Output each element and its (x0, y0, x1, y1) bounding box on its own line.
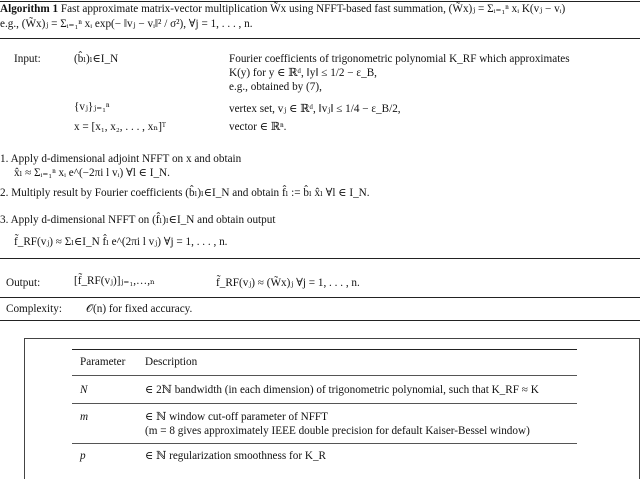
input-desc-coefficients-3: e.g., obtained by (7), (229, 81, 322, 93)
param-row-m-name: m (80, 411, 89, 423)
output-label: Output: (6, 277, 41, 289)
input-symbol-coefficients: (b̂ₗ)ₗ∈I_N (74, 53, 119, 65)
param-row-N-rule (72, 403, 577, 404)
input-symbol-vertex-set: {vⱼ}ⱼ₌₁ⁿ (74, 101, 110, 113)
complexity-top-rule (0, 297, 640, 298)
algorithm-title-line1: Fast approximate matrix-vector multiplication W̃x using NFFT-based fast summation, (W̃x)ⱼ = Σᵢ₌₁ⁿ xᵢ K(vⱼ − vᵢ) (60, 3, 566, 15)
param-row-m-desc-1: ∈ ℕ window cut-off parameter of NFFT (145, 411, 328, 423)
output-symbol: [f̃_RF(vⱼ)]ⱼ₌₁,…,ₙ (74, 275, 155, 287)
algorithm-header-rule (0, 38, 640, 39)
param-row-N-desc: ∈ 2ℕ bandwidth (in each dimension) of trigonometric polynomial, such that K_RF ≈ K (145, 384, 539, 396)
step-1-line1: 1. Apply d-dimensional adjoint NFFT on x and obtain (0, 153, 242, 165)
param-header-parameter: Parameter (80, 356, 126, 368)
step-3-line1: 3. Apply d-dimensional NFFT on (f̂ₗ)ₗ∈I_N and obtain output (0, 214, 276, 226)
input-label: Input: (14, 53, 41, 65)
output-desc: f̃_RF(vⱼ) ≈ (W̃x)ⱼ ∀j = 1, . . . , n. (216, 277, 360, 289)
algorithm-label: Algorithm 1 (0, 3, 59, 15)
algorithm-title (0, 2, 565, 16)
param-row-m-desc-2: (m = 8 gives approximately IEEE double precision for default Kaiser-Bessel window) (145, 425, 530, 437)
param-table-header-rule (72, 375, 577, 376)
complexity-desc: 𝒪(n) for fixed accuracy. (86, 303, 193, 315)
input-desc-coefficients-1: Fourier coefficients of trigonometric polynomial K_RF which approximates (229, 53, 570, 65)
step-3-line2: f̃_RF(vⱼ) ≈ Σₗ∈I_N f̂ₗ e^(2πi l vⱼ) ∀j = 1, . . . , n. (14, 236, 228, 248)
algorithm-title-line2: e.g., (W̃x)ⱼ = Σᵢ₌₁ⁿ xᵢ exp(− ‖vⱼ − vᵢ‖² / σ²), ∀j = 1, . . . , n. (0, 18, 253, 30)
complexity-label: Complexity: (6, 303, 62, 315)
output-top-rule (0, 258, 640, 259)
param-row-N-name: N (80, 384, 88, 396)
param-row-m-rule (72, 443, 577, 444)
param-header-description: Description (145, 356, 198, 368)
param-row-p-desc: ∈ ℕ regularization smoothness for K_R (145, 450, 327, 462)
step-1-line2: x̂ₗ ≈ Σᵢ₌₁ⁿ xᵢ e^(−2πi l vᵢ) ∀l ∈ I_N. (14, 167, 170, 179)
param-row-p-name: p (80, 450, 86, 462)
input-desc-vertex-set: vertex set, vⱼ ∈ ℝᵈ, ‖vⱼ‖ ≤ 1/4 − ε_B/2, (229, 103, 401, 115)
param-table-top-rule (72, 349, 577, 350)
algorithm-bottom-rule (0, 320, 640, 321)
input-symbol-vector: x = [x₁, x₂, . . . , xₙ]ᵀ (74, 121, 166, 133)
input-desc-vector: vector ∈ ℝⁿ. (229, 121, 287, 133)
input-desc-coefficients-2: K(y) for y ∈ ℝᵈ, ‖y‖ ≤ 1/2 − ε_B, (229, 67, 377, 79)
step-2-line1: 2. Multiply result by Fourier coefficients (b̂ₗ)ₗ∈I_N and obtain f̂ₗ := b̂ₗ x̂ₗ ∀l ∈ I_N. (0, 187, 370, 199)
